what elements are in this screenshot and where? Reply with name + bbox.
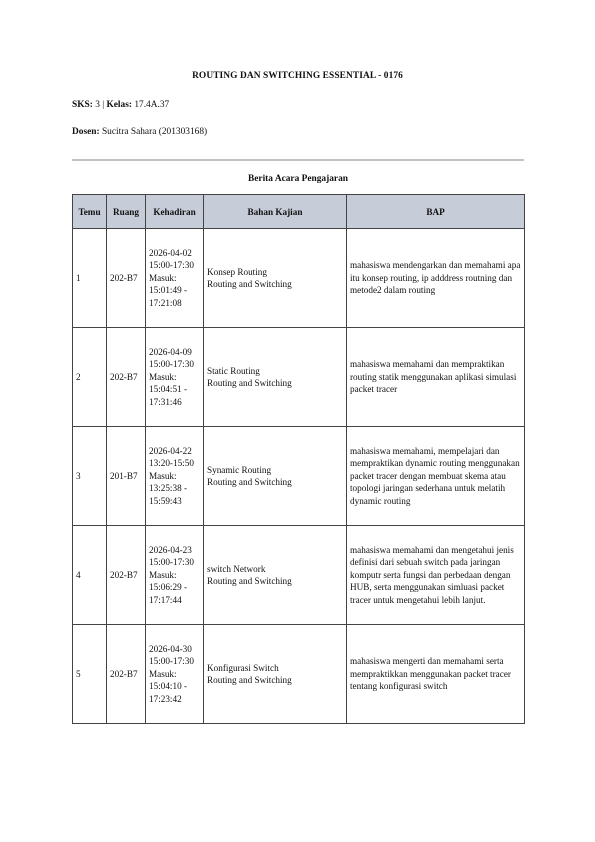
document-title: ROUTING DAN SWITCHING ESSENTIAL - 0176 xyxy=(192,71,403,81)
header-temu: Temu xyxy=(73,195,107,229)
cell-bahan-kajian xyxy=(204,526,347,625)
cell-bahan-kajian xyxy=(204,625,347,724)
cell-ruang: 202-B7 xyxy=(107,328,146,427)
bahan-course: Routing and Switching xyxy=(207,279,292,289)
cell-temu: 5 xyxy=(73,625,107,724)
header-bahan-kajian: Bahan Kajian xyxy=(204,195,347,229)
cell-kehadiran: 2026-04-02 15:00-17:30 Masuk: 15:01:49 - 17:21:08 xyxy=(146,229,204,328)
bahan-course: Routing and Switching xyxy=(207,477,292,487)
header-bap: BAP xyxy=(347,195,525,229)
cell-bahan-kajian xyxy=(204,427,347,526)
dosen-value: Sucitra Sahara (201303168) xyxy=(101,127,208,137)
kelas-label: Kelas: xyxy=(106,100,132,110)
bahan-topic: Konfigurasi Switch xyxy=(207,662,279,673)
cell-kehadiran: 2026-04-09 15:00-17:30 Masuk: 15:04:51 - 17:31:46 xyxy=(146,328,204,427)
table-row xyxy=(73,427,525,526)
sks-value: 3 xyxy=(95,100,100,110)
cell-temu: 2 xyxy=(73,328,107,427)
cell-bap: mahasiswa mendengarkan dan memahami apa itu konsep routing, ip adddress routning dan metode2 dalam routing xyxy=(347,229,525,328)
cell-bap: mahasiswa memahami, mempelajari dan mempraktikan dynamic routing menggunakan packet tracer dengan membuat skema atau topologi jaringan sederhana untuk melatih dynamic routing xyxy=(347,427,525,526)
header-kehadiran: Kehadiran xyxy=(146,195,204,229)
section-divider xyxy=(72,159,524,161)
cell-bahan-kajian xyxy=(204,229,347,328)
cell-temu: 3 xyxy=(73,427,107,526)
bahan-course: Routing and Switching xyxy=(207,378,292,388)
section-title: Berita Acara Pengajaran xyxy=(248,174,348,184)
table-row xyxy=(73,328,525,427)
sks-label: SKS: xyxy=(72,100,93,110)
bahan-topic: Static Routing xyxy=(207,365,260,376)
table-header-row xyxy=(73,195,525,229)
lecturer-line xyxy=(72,127,207,137)
bahan-course: Routing and Switching xyxy=(207,576,292,586)
table-row xyxy=(73,229,525,328)
header-ruang: Ruang xyxy=(107,195,146,229)
teaching-record-table xyxy=(72,194,525,724)
cell-temu: 1 xyxy=(73,229,107,328)
separator: | xyxy=(99,100,107,110)
course-info-line xyxy=(72,100,169,110)
cell-ruang: 202-B7 xyxy=(107,526,146,625)
cell-kehadiran: 2026-04-30 15:00-17:30 Masuk: 15:04:10 - 17:23:42 xyxy=(146,625,204,724)
cell-kehadiran: 2026-04-23 15:00-17:30 Masuk: 15:06:29 - 17:17:44 xyxy=(146,526,204,625)
bahan-course: Routing and Switching xyxy=(207,675,292,685)
cell-kehadiran: 2026-04-22 13:20-15:50 Masuk: 13:25:38 - 15:59:43 xyxy=(146,427,204,526)
cell-ruang: 202-B7 xyxy=(107,625,146,724)
cell-ruang: 201-B7 xyxy=(107,427,146,526)
bahan-topic: switch Network xyxy=(207,563,266,574)
cell-bap: mahasiswa memahami dan mempraktikan routing statik menggunakan aplikasi simulasi packet tracer xyxy=(347,328,525,427)
kelas-value: 17.4A.37 xyxy=(134,100,170,110)
bahan-topic: Synamic Routing xyxy=(207,464,272,475)
cell-bahan-kajian xyxy=(204,328,347,427)
cell-bap: mahasiswa mengerti dan memahami serta mempraktikkan menggunakan packet tracer tentang konfigurasi switch xyxy=(347,625,525,724)
cell-bap: mahasiswa memahami dan mengetahui jenis definisi dari sebuah switch pada jaringan komputr serta fungsi dan perbedaan dengan HUB, serta menggunakan simluasi packet tracer untuk mengetahui lebih lanjut. xyxy=(347,526,525,625)
dosen-label: Dosen: xyxy=(72,127,100,137)
cell-temu: 4 xyxy=(73,526,107,625)
table-row xyxy=(73,625,525,724)
bahan-topic: Konsep Routing xyxy=(207,266,267,277)
table-row xyxy=(73,526,525,625)
cell-ruang: 202-B7 xyxy=(107,229,146,328)
